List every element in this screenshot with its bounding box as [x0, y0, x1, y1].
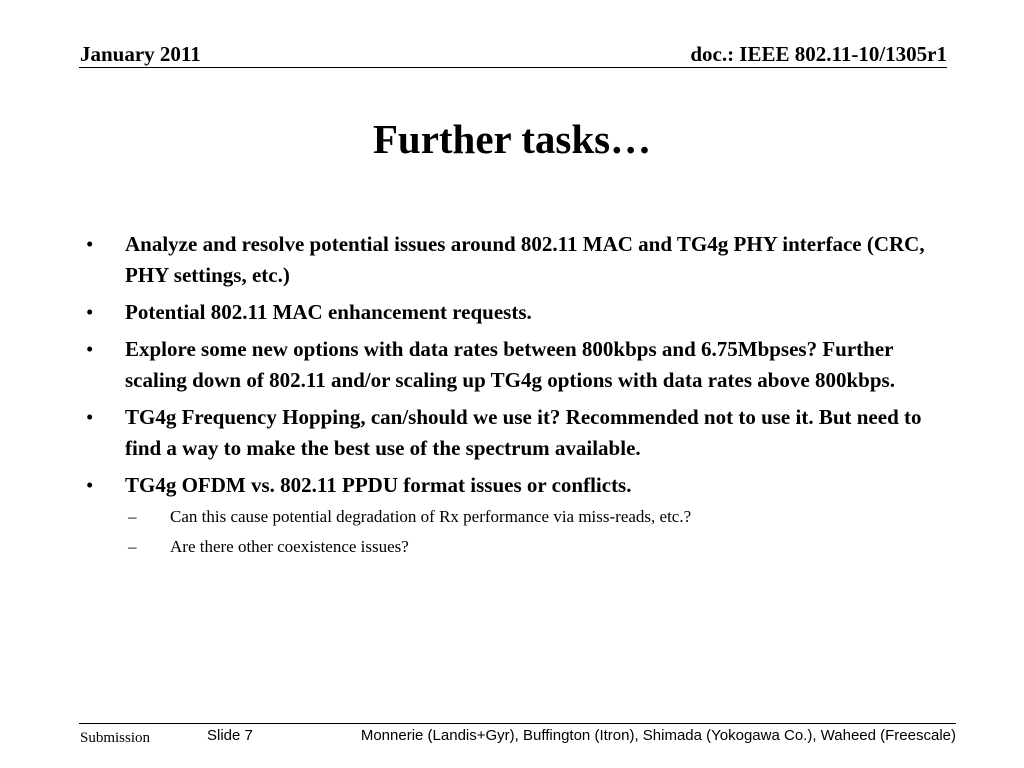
bullet-list	[84, 229, 944, 567]
bullet-marker: •	[86, 300, 94, 324]
bullet-marker: •	[86, 232, 94, 256]
header-date: January 2011	[80, 42, 201, 66]
bullet-item	[84, 229, 944, 291]
bullet-marker: •	[86, 337, 94, 361]
header-doc-id: doc.: IEEE 802.11-10/1305r1	[690, 42, 947, 66]
footer-divider	[79, 723, 956, 724]
bullet-item	[84, 334, 944, 396]
sub-bullet-text: Can this cause potential degradation of Rx performance via miss-reads, etc.?	[170, 507, 692, 526]
sub-bullet-text: Are there other coexistence issues?	[170, 537, 409, 556]
bullet-text: Potential 802.11 MAC enhancement requests.	[125, 300, 532, 324]
header-divider	[79, 67, 947, 68]
footer-slide-number: Slide 7	[207, 727, 253, 744]
slide-title: Further tasks…	[372, 116, 652, 162]
bullet-text: Analyze and resolve potential issues around 802.11 MAC and TG4g PHY interface (CRC, PHY settings, etc.)	[125, 232, 925, 287]
sub-bullet-item	[128, 507, 944, 527]
sub-bullet-item	[128, 537, 944, 557]
bullet-text: TG4g Frequency Hopping, can/should we use it? Recommended not to use it. But need to find a way to make the best use of the spectrum available.	[125, 405, 922, 460]
bullet-marker: •	[86, 473, 94, 497]
bullet-item	[84, 297, 944, 328]
bullet-item	[84, 402, 944, 464]
sub-bullet-marker: –	[128, 537, 137, 556]
bullet-item	[84, 470, 944, 501]
bullet-text: Explore some new options with data rates between 800kbps and 6.75Mbpses? Further scaling down of 802.11 and/or scaling up TG4g options with data rates above 800kbps.	[125, 337, 895, 392]
footer-authors: Monnerie (Landis+Gyr), Buffington (Itron), Shimada (Yokogawa Co.), Waheed (Freescale)	[360, 727, 956, 744]
sub-bullet-marker: –	[128, 507, 137, 526]
footer-submission: Submission	[80, 730, 151, 746]
bullet-text: TG4g OFDM vs. 802.11 PPDU format issues or conflicts.	[125, 473, 632, 497]
bullet-marker: •	[86, 405, 94, 429]
